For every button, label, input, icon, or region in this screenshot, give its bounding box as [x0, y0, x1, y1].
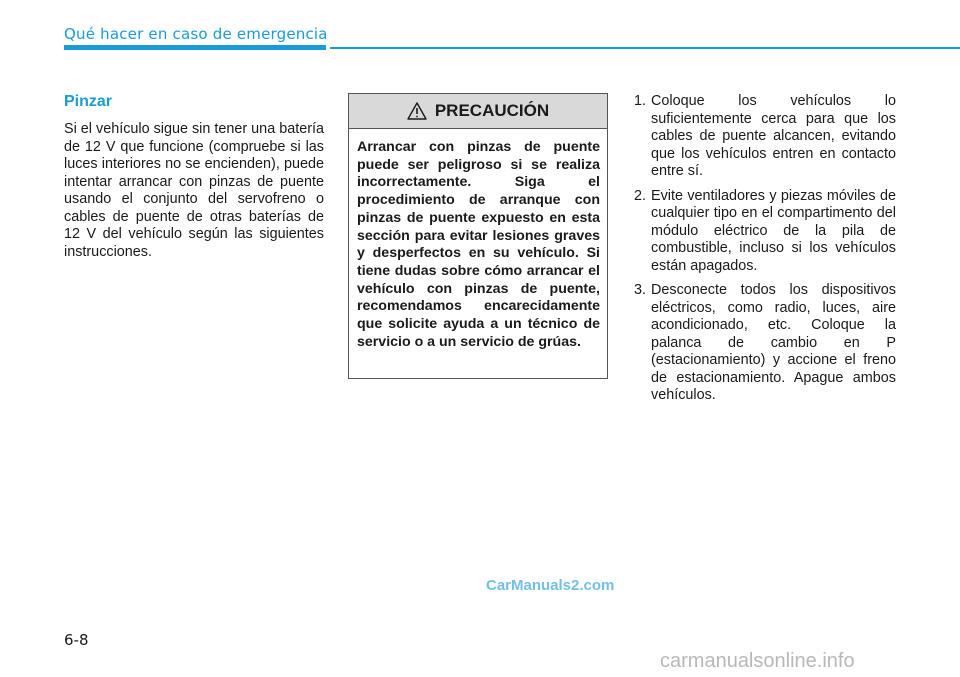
section-heading: Pinzar	[64, 93, 113, 110]
watermark-link[interactable]: CarManuals2.com	[486, 577, 615, 594]
list-item	[634, 93, 896, 181]
caution-box	[348, 93, 608, 379]
steps-list	[634, 93, 896, 412]
step-text: Desconecte todos los dispositivos eléctricos, como radio, luces, aire acondicionado, etc. Coloque la palanca de cambio en P (estacionamiento) y accione el freno de estacionamiento. Apague ambos vehículos.	[651, 282, 896, 403]
warning-triangle-icon	[407, 102, 427, 120]
list-item	[634, 188, 896, 276]
footer-site-watermark: carmanualsonline.info	[660, 650, 855, 672]
header-rule-thin	[330, 47, 960, 49]
page-number: 6-8	[64, 631, 89, 649]
step-text: Evite ventiladores y piezas móviles de cualquier tipo en el compartimento del módulo eléctrico de la pila de combustible, incluso si los vehículos están apagados.	[651, 187, 896, 274]
step-text: Coloque los vehículos lo suficientemente cerca para que los cables de puente alcancen, evitando que los vehículos entren en contacto entre sí.	[651, 93, 896, 179]
list-item	[634, 282, 896, 405]
header-rule-thick	[64, 45, 326, 50]
caution-title: PRECAUCIÓN	[434, 101, 550, 120]
step-number: 2.	[634, 187, 647, 204]
step-number: 3.	[634, 282, 647, 298]
header-title: Qué hacer en caso de emergencia	[64, 25, 328, 43]
caution-body: Arrancar con pinzas de puente puede ser peligroso si se realiza incorrectamente. Siga el procedimiento de arranque con pinzas de puente expuesto en esta sección para evitar lesiones graves y desperfectos en su vehículo. Si tiene dudas sobre cómo arrancar el vehículo con pinzas de puente, recomendamos encarecidamente que solicite ayuda a un técnico de servicio o a un servicio de grúas.	[357, 139, 600, 350]
intro-paragraph: Si el vehículo sigue sin tener una batería de 12 V que funcione (compruebe si las luces interiores no se encienden), puede intentar arrancar con pinzas de puente usando el conjunto del servofreno o cables de puente de otras baterías de 12 V del vehículo según las siguientes instrucciones.	[64, 121, 324, 260]
caution-header	[349, 94, 607, 129]
step-number: 1.	[634, 93, 647, 109]
